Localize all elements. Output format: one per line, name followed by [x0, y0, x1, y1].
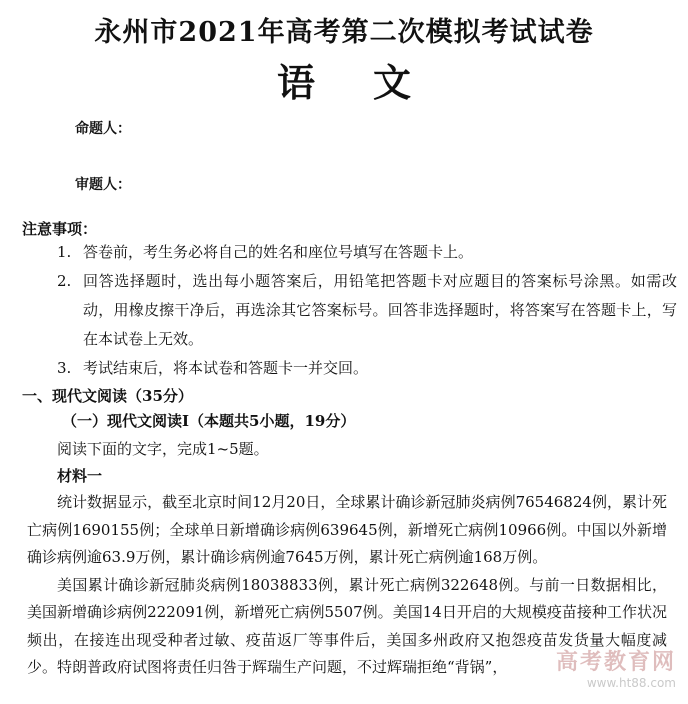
- material-paragraph: 美国累计确诊新冠肺炎病例18038833例，累计死亡病例322648例。与前一日数据相比，美国新增确诊病例222091例，新增死亡病例5507例。美国14日开启的大规模疫苗接种工作状况频出，在接连出现受种者过敏、疫苗返厂等事件后，美国多州政府又抱怨疫苗发货量大幅度减少。特朗普政府试图将责任归咎于辉瑞生产问题，不过辉瑞拒绝“背锅”，: [27, 575, 667, 676]
- notice-item-text: 回答选择题时，选出每小题答案后，用铅笔把答题卡对应题目的答案标号涂黑。如需改动，用橡皮擦干净后，再选涂其它答案标号。回答非选择题时，将答案写在答题卡上，写在本试卷上无效。: [83, 272, 677, 348]
- watermark-url: www.ht88.com: [586, 676, 676, 690]
- watermark-logo-text: 高考教育网: [555, 650, 676, 675]
- material-body: [27, 489, 667, 682]
- exam-title: 永州市2021年高考第二次模拟考试试卷: [94, 17, 594, 48]
- notice-item-text: 答卷前，考生务必将自己的姓名和座位号填写在答题卡上。: [83, 243, 474, 261]
- notice-item: [57, 267, 677, 354]
- notice-item-number: 2.: [57, 272, 72, 290]
- subject-title: 语文: [276, 60, 469, 105]
- notice-item: [57, 238, 677, 267]
- section-heading: 一、现代文阅读（35分）: [22, 387, 193, 405]
- notice-item: [57, 354, 677, 383]
- setter-label: 命题人：: [75, 121, 131, 137]
- reviewer-label: 审题人：: [75, 177, 131, 193]
- notice-list: [57, 238, 677, 383]
- material-paragraph: 统计数据显示，截至北京时间12月20日，全球累计确诊新冠肺炎病例76546824例，累计死亡病例1690155例；全球单日新增确诊病例639645例，新增死亡病例10966例。中国以外新增确诊病例逾63.9万例，累计确诊病例逾7645万例，累计死亡病例逾168万例。: [27, 493, 667, 566]
- subsection-heading: （一）现代文阅读Ⅰ（本题共5小题，19分）: [62, 412, 356, 430]
- notice-item-number: 1.: [57, 243, 72, 261]
- notice-item-text: 考试结束后，将本试卷和答题卡一并交回。: [83, 359, 369, 377]
- notice-heading: 注意事项：: [22, 220, 98, 238]
- material-label: 材料一: [57, 467, 103, 485]
- reading-instruction: 阅读下面的文字，完成1~5题。: [57, 440, 269, 458]
- notice-item-number: 3.: [57, 359, 72, 377]
